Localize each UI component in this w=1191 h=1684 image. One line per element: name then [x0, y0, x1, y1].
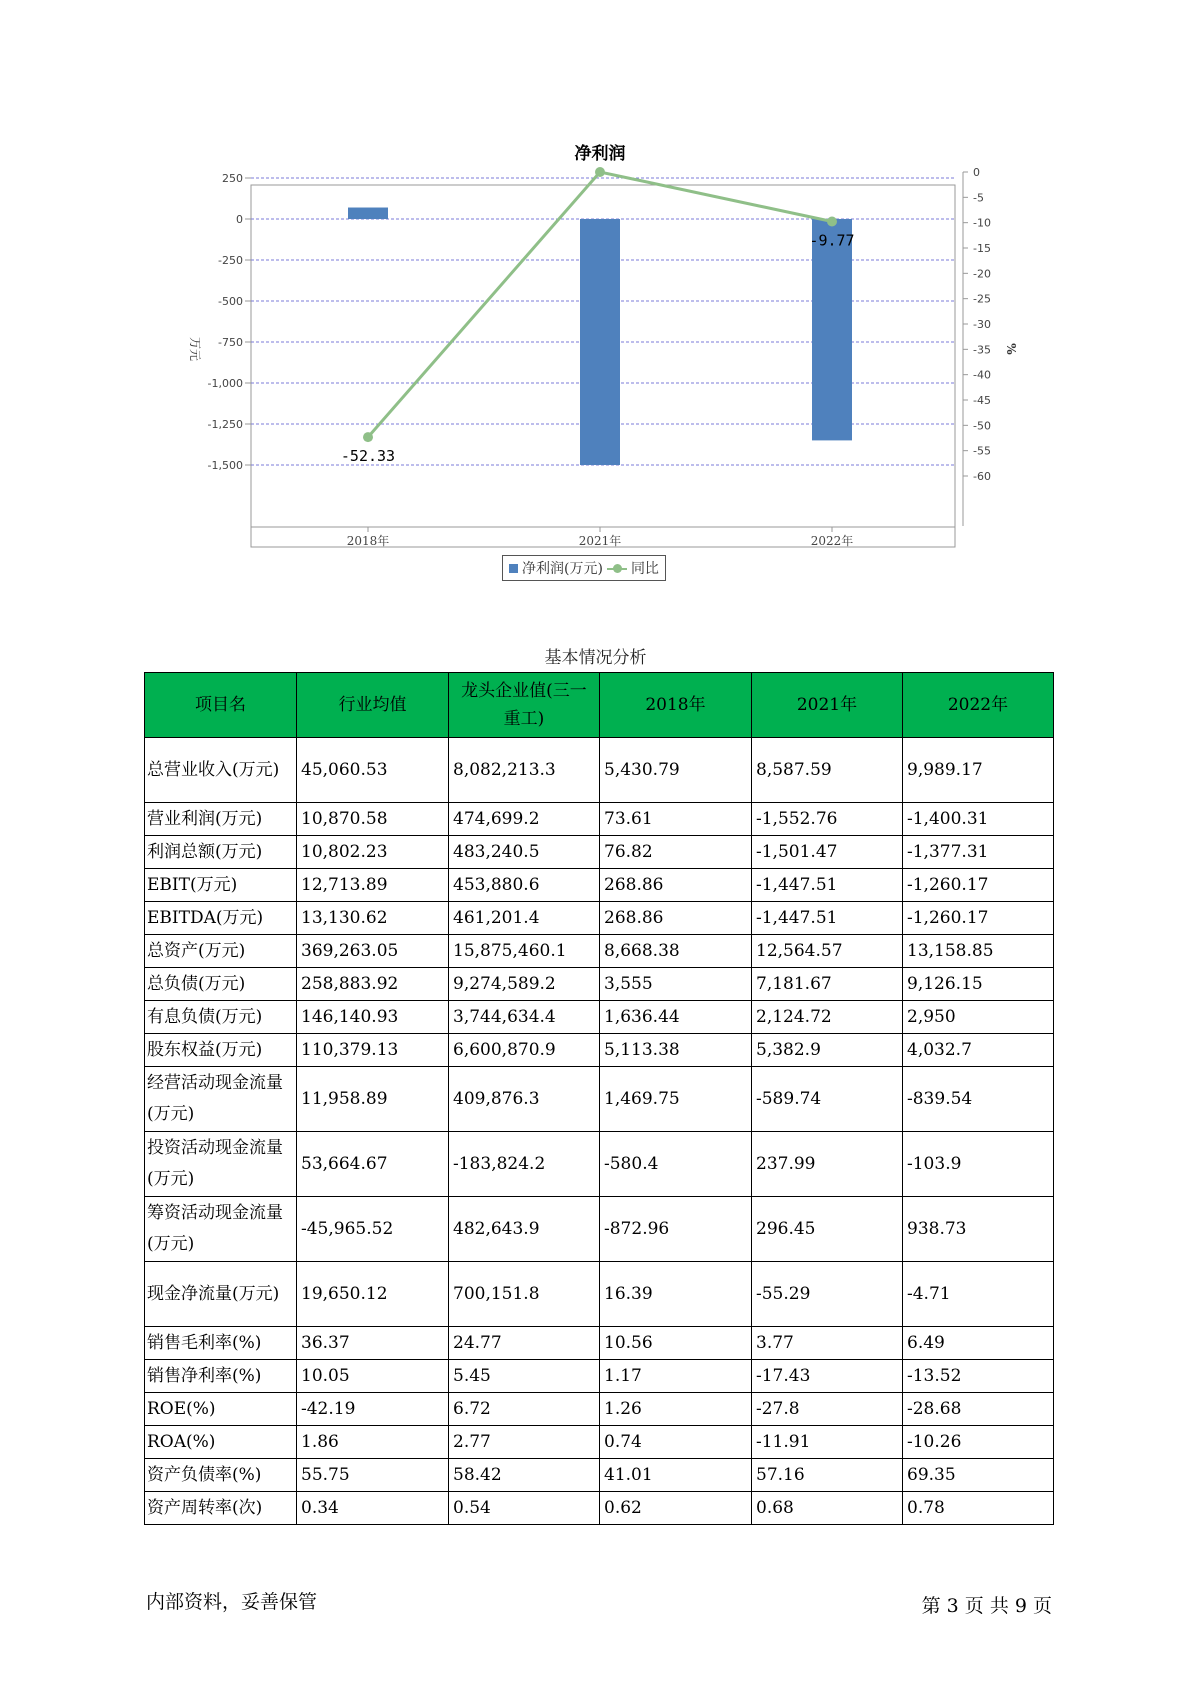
- table-row: [145, 1459, 1054, 1492]
- row-name-cell: 总资产(万元): [145, 935, 297, 968]
- right-tick-label: -5: [973, 191, 984, 205]
- value-cell: -27.8: [752, 1393, 903, 1426]
- value-cell: -839.54: [903, 1067, 1054, 1132]
- table-row: [145, 1327, 1054, 1360]
- footer-page-number: 第 3 页 共 9 页: [921, 1595, 1052, 1617]
- value-cell: -1,552.76: [752, 803, 903, 836]
- value-cell: 13,130.62: [297, 902, 449, 935]
- value-cell: 0.62: [600, 1492, 752, 1525]
- value-cell: -580.4: [600, 1132, 752, 1197]
- value-cell: 5.45: [449, 1360, 600, 1393]
- value-cell: -103.9: [903, 1132, 1054, 1197]
- table-row: [145, 869, 1054, 902]
- net-profit-bar: [348, 208, 388, 219]
- right-tick-label: -30: [973, 318, 991, 331]
- value-cell: 7,181.67: [752, 968, 903, 1001]
- value-cell: 369,263.05: [297, 935, 449, 968]
- value-cell: 938.73: [903, 1197, 1054, 1262]
- value-cell: 6.49: [903, 1327, 1054, 1360]
- right-tick-label: -35: [973, 343, 991, 357]
- value-cell: 10,870.58: [297, 803, 449, 836]
- value-cell: 268.86: [600, 869, 752, 902]
- header-cell: 行业均值: [297, 673, 449, 738]
- left-tick-label: -750: [218, 336, 243, 349]
- row-name-cell: 营业利润(万元): [145, 803, 297, 836]
- value-cell: -183,824.2: [449, 1132, 600, 1197]
- header-cell: 2021年: [752, 673, 903, 738]
- value-cell: -1,501.47: [752, 836, 903, 869]
- chart-legend: [502, 555, 666, 581]
- row-name-cell: 销售净利率(%): [145, 1360, 297, 1393]
- value-cell: 76.82: [600, 836, 752, 869]
- yoy-point: [595, 167, 605, 177]
- value-cell: 4,032.7: [903, 1034, 1054, 1067]
- right-tick-label: -45: [973, 394, 991, 407]
- value-cell: 19,650.12: [297, 1262, 449, 1327]
- value-cell: -589.74: [752, 1067, 903, 1132]
- value-cell: 453,880.6: [449, 869, 600, 902]
- table-row: [145, 1492, 1054, 1525]
- value-cell: 11,958.89: [297, 1067, 449, 1132]
- value-cell: 110,379.13: [297, 1034, 449, 1067]
- table-row: [145, 1197, 1054, 1262]
- yoy-point: [827, 217, 837, 227]
- value-cell: -42.19: [297, 1393, 449, 1426]
- value-cell: -1,447.51: [752, 869, 903, 902]
- value-cell: 1.17: [600, 1360, 752, 1393]
- x-axis-ticks: [347, 527, 854, 548]
- value-cell: 5,430.79: [600, 738, 752, 803]
- value-cell: 1,469.75: [600, 1067, 752, 1132]
- value-cell: -1,447.51: [752, 902, 903, 935]
- value-cell: 53,664.67: [297, 1132, 449, 1197]
- yoy-point: [363, 432, 373, 442]
- value-cell: 0.74: [600, 1426, 752, 1459]
- value-cell: -45,965.52: [297, 1197, 449, 1262]
- value-cell: 45,060.53: [297, 738, 449, 803]
- row-name-cell: EBITDA(万元): [145, 902, 297, 935]
- value-cell: 2.77: [449, 1426, 600, 1459]
- yoy-data-label: -52.33: [340, 447, 396, 466]
- value-cell: 0.68: [752, 1492, 903, 1525]
- table-header-row: [145, 673, 1054, 738]
- value-cell: -1,377.31: [903, 836, 1054, 869]
- right-tick-label: -50: [973, 419, 991, 433]
- value-cell: -872.96: [600, 1197, 752, 1262]
- left-tick-label: 0: [236, 213, 243, 226]
- header-cell: 2018年: [600, 673, 752, 738]
- value-cell: 474,699.2: [449, 803, 600, 836]
- y-right-label: %: [1004, 343, 1018, 355]
- table-row: [145, 1426, 1054, 1459]
- left-tick-label: -1,000: [207, 377, 243, 390]
- right-tick-label: -15: [973, 242, 991, 255]
- row-name-cell: 总负债(万元): [145, 968, 297, 1001]
- value-cell: -55.29: [752, 1262, 903, 1327]
- yoy-data-label: -9.77: [809, 231, 855, 250]
- row-name-cell: 有息负债(万元): [145, 1001, 297, 1034]
- row-name-cell: 资产负债率(%): [145, 1459, 297, 1492]
- value-cell: -11.91: [752, 1426, 903, 1459]
- table-row: [145, 836, 1054, 869]
- table-row: [145, 1393, 1054, 1426]
- analysis-table: [144, 672, 1054, 1525]
- value-cell: 15,875,460.1: [449, 935, 600, 968]
- right-tick-label: -10: [973, 216, 991, 230]
- table-row: [145, 1132, 1054, 1197]
- value-cell: 1,636.44: [600, 1001, 752, 1034]
- bar-series: [348, 208, 855, 465]
- value-cell: -4.71: [903, 1262, 1054, 1327]
- value-cell: 0.78: [903, 1492, 1054, 1525]
- value-cell: -17.43: [752, 1360, 903, 1393]
- value-cell: 13,158.85: [903, 935, 1054, 968]
- table-row: [145, 738, 1054, 803]
- row-name-cell: 资产周转率(次): [145, 1492, 297, 1525]
- line-legend-label: 同比: [630, 561, 659, 577]
- right-tick-label: -40: [973, 368, 991, 382]
- net-profit-chart: [0, 130, 1191, 600]
- value-cell: 2,950: [903, 1001, 1054, 1034]
- value-cell: 9,274,589.2: [449, 968, 600, 1001]
- left-tick-label: -1,250: [207, 418, 243, 431]
- value-cell: 146,140.93: [297, 1001, 449, 1034]
- x-tick-label: 2021年: [578, 534, 622, 548]
- value-cell: 12,564.57: [752, 935, 903, 968]
- right-tick-label: -20: [973, 267, 991, 281]
- value-cell: -13.52: [903, 1360, 1054, 1393]
- table-row: [145, 1001, 1054, 1034]
- left-tick-label: -250: [218, 254, 243, 267]
- chart-title: 净利润: [574, 144, 626, 164]
- line-legend-swatch: [607, 561, 627, 575]
- x-tick-label: 2022年: [810, 534, 854, 548]
- value-cell: 24.77: [449, 1327, 600, 1360]
- value-cell: 9,126.15: [903, 968, 1054, 1001]
- value-cell: 2,124.72: [752, 1001, 903, 1034]
- value-cell: 700,151.8: [449, 1262, 600, 1327]
- right-tick-label: 0: [973, 166, 980, 179]
- row-name-cell: 总营业收入(万元): [145, 738, 297, 803]
- table-caption: 基本情况分析: [544, 648, 647, 668]
- row-name-cell: 销售毛利率(%): [145, 1327, 297, 1360]
- table-row: [145, 1360, 1054, 1393]
- value-cell: 1.26: [600, 1393, 752, 1426]
- header-cell: 项目名: [145, 673, 297, 738]
- value-cell: 5,382.9: [752, 1034, 903, 1067]
- row-name-cell: 筹资活动现金流量(万元): [145, 1197, 297, 1262]
- table-row: [145, 902, 1054, 935]
- right-tick-label: -25: [973, 292, 991, 306]
- value-cell: 3,555: [600, 968, 752, 1001]
- value-cell: 482,643.9: [449, 1197, 600, 1262]
- value-cell: 3,744,634.4: [449, 1001, 600, 1034]
- value-cell: 6,600,870.9: [449, 1034, 600, 1067]
- value-cell: 10.56: [600, 1327, 752, 1360]
- y-left-label: 万元: [188, 336, 202, 362]
- bar-legend-swatch: [509, 564, 518, 573]
- value-cell: 0.54: [449, 1492, 600, 1525]
- value-cell: 296.45: [752, 1197, 903, 1262]
- left-tick-label: -500: [218, 295, 243, 308]
- value-cell: -28.68: [903, 1393, 1054, 1426]
- value-cell: 461,201.4: [449, 902, 600, 935]
- value-cell: 8,082,213.3: [449, 738, 600, 803]
- net-profit-bar: [580, 219, 620, 465]
- bar-legend-label: 净利润(万元): [522, 561, 603, 577]
- row-name-cell: 利润总额(万元): [145, 836, 297, 869]
- value-cell: 237.99: [752, 1132, 903, 1197]
- right-tick-label: -55: [973, 444, 991, 458]
- value-cell: 5,113.38: [600, 1034, 752, 1067]
- row-name-cell: EBIT(万元): [145, 869, 297, 902]
- right-axis: [963, 166, 991, 526]
- header-cell: 龙头企业值(三一重工): [449, 673, 600, 738]
- value-cell: 0.34: [297, 1492, 449, 1525]
- left-tick-label: 250: [222, 172, 243, 185]
- value-cell: -10.26: [903, 1426, 1054, 1459]
- value-cell: 41.01: [600, 1459, 752, 1492]
- value-cell: 58.42: [449, 1459, 600, 1492]
- value-cell: 268.86: [600, 902, 752, 935]
- footer-confidential: 内部资料，妥善保管: [146, 1591, 318, 1613]
- row-name-cell: 投资活动现金流量(万元): [145, 1132, 297, 1197]
- value-cell: 6.72: [449, 1393, 600, 1426]
- value-cell: 57.16: [752, 1459, 903, 1492]
- table-row: [145, 1262, 1054, 1327]
- value-cell: -1,260.17: [903, 902, 1054, 935]
- value-cell: 12,713.89: [297, 869, 449, 902]
- table-row: [145, 1067, 1054, 1132]
- value-cell: -1,260.17: [903, 869, 1054, 902]
- row-name-cell: 股东权益(万元): [145, 1034, 297, 1067]
- value-cell: -1,400.31: [903, 803, 1054, 836]
- value-cell: 1.86: [297, 1426, 449, 1459]
- table-row: [145, 935, 1054, 968]
- row-name-cell: ROE(%): [145, 1393, 297, 1426]
- value-cell: 409,876.3: [449, 1067, 600, 1132]
- row-name-cell: 经营活动现金流量(万元): [145, 1067, 297, 1132]
- value-cell: 8,668.38: [600, 935, 752, 968]
- header-cell: 2022年: [903, 673, 1054, 738]
- row-name-cell: 现金净流量(万元): [145, 1262, 297, 1327]
- row-name-cell: ROA(%): [145, 1426, 297, 1459]
- value-cell: 69.35: [903, 1459, 1054, 1492]
- value-cell: 73.61: [600, 803, 752, 836]
- value-cell: 16.39: [600, 1262, 752, 1327]
- left-axis-ticks: [208, 172, 251, 472]
- value-cell: 483,240.5: [449, 836, 600, 869]
- value-cell: 258,883.92: [297, 968, 449, 1001]
- right-tick-label: -60: [973, 470, 991, 483]
- table-row: [145, 1034, 1054, 1067]
- value-cell: 10,802.23: [297, 836, 449, 869]
- value-cell: 3.77: [752, 1327, 903, 1360]
- chart-canvas: [0, 130, 1191, 600]
- table-row: [145, 803, 1054, 836]
- net-profit-bar: [812, 219, 852, 440]
- value-cell: 8,587.59: [752, 738, 903, 803]
- left-tick-label: -1,500: [207, 459, 243, 472]
- x-tick-label: 2018年: [346, 534, 390, 548]
- value-cell: 9,989.17: [903, 738, 1054, 803]
- value-cell: 10.05: [297, 1360, 449, 1393]
- value-cell: 55.75: [297, 1459, 449, 1492]
- table-row: [145, 968, 1054, 1001]
- value-cell: 36.37: [297, 1327, 449, 1360]
